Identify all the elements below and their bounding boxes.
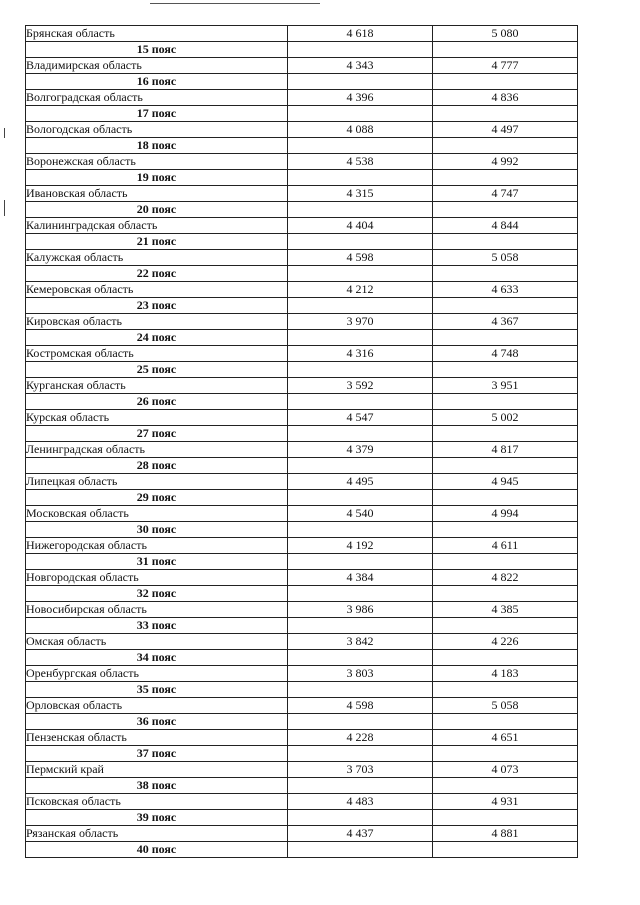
value-1: 3 703 xyxy=(288,762,433,778)
region-name: Кировская область xyxy=(26,314,288,330)
empty-cell xyxy=(288,74,433,90)
empty-cell xyxy=(288,394,433,410)
zone-row xyxy=(26,426,578,442)
zone-row xyxy=(26,522,578,538)
value-2: 4 881 xyxy=(433,826,578,842)
region-name: Курская область xyxy=(26,410,288,426)
value-1: 4 396 xyxy=(288,90,433,106)
empty-cell xyxy=(433,74,578,90)
zone-label: 39 пояс xyxy=(26,810,288,826)
empty-cell xyxy=(288,714,433,730)
value-1: 4 598 xyxy=(288,698,433,714)
region-name: Липецкая область xyxy=(26,474,288,490)
zone-row xyxy=(26,202,578,218)
empty-cell xyxy=(433,778,578,794)
empty-cell xyxy=(433,42,578,58)
table-row xyxy=(26,762,578,778)
region-name: Пензенская область xyxy=(26,730,288,746)
value-1: 4 547 xyxy=(288,410,433,426)
table-row xyxy=(26,634,578,650)
empty-cell xyxy=(433,266,578,282)
empty-cell xyxy=(433,138,578,154)
zone-row xyxy=(26,42,578,58)
value-2: 4 817 xyxy=(433,442,578,458)
empty-cell xyxy=(433,426,578,442)
zone-row xyxy=(26,362,578,378)
empty-cell xyxy=(433,234,578,250)
table-row xyxy=(26,474,578,490)
value-2: 4 777 xyxy=(433,58,578,74)
table-row xyxy=(26,442,578,458)
region-name: Омская область xyxy=(26,634,288,650)
empty-cell xyxy=(288,682,433,698)
table-row xyxy=(26,826,578,842)
value-2: 4 385 xyxy=(433,602,578,618)
zone-label: 32 пояс xyxy=(26,586,288,602)
empty-cell xyxy=(433,810,578,826)
region-name: Калужская область xyxy=(26,250,288,266)
zone-label: 19 пояс xyxy=(26,170,288,186)
region-name: Нижегородская область xyxy=(26,538,288,554)
table-row xyxy=(26,506,578,522)
table-row xyxy=(26,218,578,234)
zone-label: 29 пояс xyxy=(26,490,288,506)
zone-row xyxy=(26,618,578,634)
value-1: 4 618 xyxy=(288,26,433,42)
zone-label: 35 пояс xyxy=(26,682,288,698)
value-1: 3 592 xyxy=(288,378,433,394)
value-2: 4 836 xyxy=(433,90,578,106)
value-2: 5 002 xyxy=(433,410,578,426)
table-row xyxy=(26,602,578,618)
value-2: 4 931 xyxy=(433,794,578,810)
empty-cell xyxy=(288,42,433,58)
value-1: 4 315 xyxy=(288,186,433,202)
empty-cell xyxy=(433,458,578,474)
value-1: 3 986 xyxy=(288,602,433,618)
value-1: 4 316 xyxy=(288,346,433,362)
value-1: 4 192 xyxy=(288,538,433,554)
empty-cell xyxy=(433,746,578,762)
zone-label: 20 пояс xyxy=(26,202,288,218)
value-2: 4 945 xyxy=(433,474,578,490)
empty-cell xyxy=(433,682,578,698)
zone-label: 36 пояс xyxy=(26,714,288,730)
table-row xyxy=(26,154,578,170)
empty-cell xyxy=(288,554,433,570)
empty-cell xyxy=(433,330,578,346)
table-row xyxy=(26,538,578,554)
zone-label: 17 пояс xyxy=(26,106,288,122)
value-2: 4 497 xyxy=(433,122,578,138)
region-name: Новгородская область xyxy=(26,570,288,586)
empty-cell xyxy=(433,714,578,730)
zone-label: 34 пояс xyxy=(26,650,288,666)
zone-row xyxy=(26,330,578,346)
region-name: Псковская область xyxy=(26,794,288,810)
region-name: Новосибирская область xyxy=(26,602,288,618)
zone-row xyxy=(26,714,578,730)
value-2: 4 226 xyxy=(433,634,578,650)
value-2: 4 611 xyxy=(433,538,578,554)
zone-row xyxy=(26,554,578,570)
region-name: Брянская область xyxy=(26,26,288,42)
zone-row xyxy=(26,458,578,474)
zone-label: 40 пояс xyxy=(26,842,288,858)
zone-row xyxy=(26,138,578,154)
table-row xyxy=(26,698,578,714)
zone-row xyxy=(26,298,578,314)
top-rule xyxy=(150,3,320,4)
value-1: 4 379 xyxy=(288,442,433,458)
value-1: 4 404 xyxy=(288,218,433,234)
zone-row xyxy=(26,106,578,122)
empty-cell xyxy=(288,202,433,218)
empty-cell xyxy=(288,586,433,602)
empty-cell xyxy=(288,746,433,762)
empty-cell xyxy=(288,842,433,858)
value-2: 4 748 xyxy=(433,346,578,362)
empty-cell xyxy=(433,586,578,602)
table-row xyxy=(26,730,578,746)
value-1: 4 088 xyxy=(288,122,433,138)
empty-cell xyxy=(433,394,578,410)
empty-cell xyxy=(433,202,578,218)
zone-row xyxy=(26,490,578,506)
value-2: 3 951 xyxy=(433,378,578,394)
empty-cell xyxy=(288,650,433,666)
zone-row xyxy=(26,842,578,858)
region-name: Воронежская область xyxy=(26,154,288,170)
empty-cell xyxy=(288,330,433,346)
empty-cell xyxy=(433,490,578,506)
zone-row xyxy=(26,266,578,282)
empty-cell xyxy=(433,618,578,634)
zone-row xyxy=(26,170,578,186)
value-2: 5 058 xyxy=(433,250,578,266)
table-row xyxy=(26,346,578,362)
empty-cell xyxy=(433,650,578,666)
value-2: 5 080 xyxy=(433,26,578,42)
value-2: 4 651 xyxy=(433,730,578,746)
value-1: 4 343 xyxy=(288,58,433,74)
empty-cell xyxy=(433,170,578,186)
empty-cell xyxy=(433,522,578,538)
empty-cell xyxy=(288,138,433,154)
zone-label: 21 пояс xyxy=(26,234,288,250)
zone-label: 24 пояс xyxy=(26,330,288,346)
empty-cell xyxy=(288,170,433,186)
salary-zone-table xyxy=(25,25,578,858)
zone-row xyxy=(26,778,578,794)
value-2: 4 073 xyxy=(433,762,578,778)
value-1: 3 803 xyxy=(288,666,433,682)
value-1: 4 495 xyxy=(288,474,433,490)
zone-label: 37 пояс xyxy=(26,746,288,762)
table-row xyxy=(26,186,578,202)
region-name: Волгоградская область xyxy=(26,90,288,106)
table-row xyxy=(26,250,578,266)
zone-label: 22 пояс xyxy=(26,266,288,282)
empty-cell xyxy=(288,106,433,122)
zone-label: 23 пояс xyxy=(26,298,288,314)
table-row xyxy=(26,282,578,298)
value-1: 4 437 xyxy=(288,826,433,842)
empty-cell xyxy=(288,298,433,314)
margin-mark xyxy=(4,200,5,216)
empty-cell xyxy=(433,842,578,858)
empty-cell xyxy=(288,458,433,474)
zone-row xyxy=(26,586,578,602)
empty-cell xyxy=(433,362,578,378)
region-name: Пермский край xyxy=(26,762,288,778)
table-row xyxy=(26,314,578,330)
empty-cell xyxy=(288,522,433,538)
table-row xyxy=(26,26,578,42)
zone-row xyxy=(26,682,578,698)
value-2: 4 183 xyxy=(433,666,578,682)
region-name: Калининградская область xyxy=(26,218,288,234)
region-name: Вологодская область xyxy=(26,122,288,138)
zone-label: 18 пояс xyxy=(26,138,288,154)
table-body xyxy=(26,26,578,858)
table-row xyxy=(26,58,578,74)
region-name: Костромская область xyxy=(26,346,288,362)
value-2: 4 994 xyxy=(433,506,578,522)
zone-label: 27 пояс xyxy=(26,426,288,442)
region-name: Кемеровская область xyxy=(26,282,288,298)
value-2: 4 822 xyxy=(433,570,578,586)
value-1: 4 228 xyxy=(288,730,433,746)
empty-cell xyxy=(433,554,578,570)
region-name: Оренбургская область xyxy=(26,666,288,682)
empty-cell xyxy=(433,106,578,122)
value-1: 4 483 xyxy=(288,794,433,810)
margin-mark xyxy=(4,128,5,138)
region-name: Ивановская область xyxy=(26,186,288,202)
table-row xyxy=(26,378,578,394)
zone-label: 26 пояс xyxy=(26,394,288,410)
zone-label: 15 пояс xyxy=(26,42,288,58)
table-row xyxy=(26,122,578,138)
table-row xyxy=(26,794,578,810)
value-2: 4 747 xyxy=(433,186,578,202)
region-name: Рязанская область xyxy=(26,826,288,842)
value-1: 3 970 xyxy=(288,314,433,330)
empty-cell xyxy=(288,490,433,506)
value-1: 4 212 xyxy=(288,282,433,298)
value-2: 5 058 xyxy=(433,698,578,714)
empty-cell xyxy=(433,298,578,314)
zone-label: 33 пояс xyxy=(26,618,288,634)
region-name: Ленинградская область xyxy=(26,442,288,458)
empty-cell xyxy=(288,618,433,634)
zone-label: 30 пояс xyxy=(26,522,288,538)
zone-row xyxy=(26,746,578,762)
empty-cell xyxy=(288,810,433,826)
empty-cell xyxy=(288,266,433,282)
empty-cell xyxy=(288,426,433,442)
value-2: 4 992 xyxy=(433,154,578,170)
region-name: Орловская область xyxy=(26,698,288,714)
value-2: 4 367 xyxy=(433,314,578,330)
value-1: 3 842 xyxy=(288,634,433,650)
zone-label: 31 пояс xyxy=(26,554,288,570)
value-2: 4 633 xyxy=(433,282,578,298)
zone-row xyxy=(26,234,578,250)
table-row xyxy=(26,570,578,586)
table-row xyxy=(26,410,578,426)
zone-row xyxy=(26,394,578,410)
value-1: 4 384 xyxy=(288,570,433,586)
region-name: Курганская область xyxy=(26,378,288,394)
region-name: Владимирская область xyxy=(26,58,288,74)
value-1: 4 598 xyxy=(288,250,433,266)
region-name: Московская область xyxy=(26,506,288,522)
value-1: 4 540 xyxy=(288,506,433,522)
zone-row xyxy=(26,74,578,90)
zone-label: 38 пояс xyxy=(26,778,288,794)
zone-row xyxy=(26,650,578,666)
empty-cell xyxy=(288,778,433,794)
zone-label: 28 пояс xyxy=(26,458,288,474)
empty-cell xyxy=(288,362,433,378)
zone-label: 25 пояс xyxy=(26,362,288,378)
zone-row xyxy=(26,810,578,826)
zone-label: 16 пояс xyxy=(26,74,288,90)
table-row xyxy=(26,90,578,106)
value-1: 4 538 xyxy=(288,154,433,170)
value-2: 4 844 xyxy=(433,218,578,234)
table-row xyxy=(26,666,578,682)
empty-cell xyxy=(288,234,433,250)
